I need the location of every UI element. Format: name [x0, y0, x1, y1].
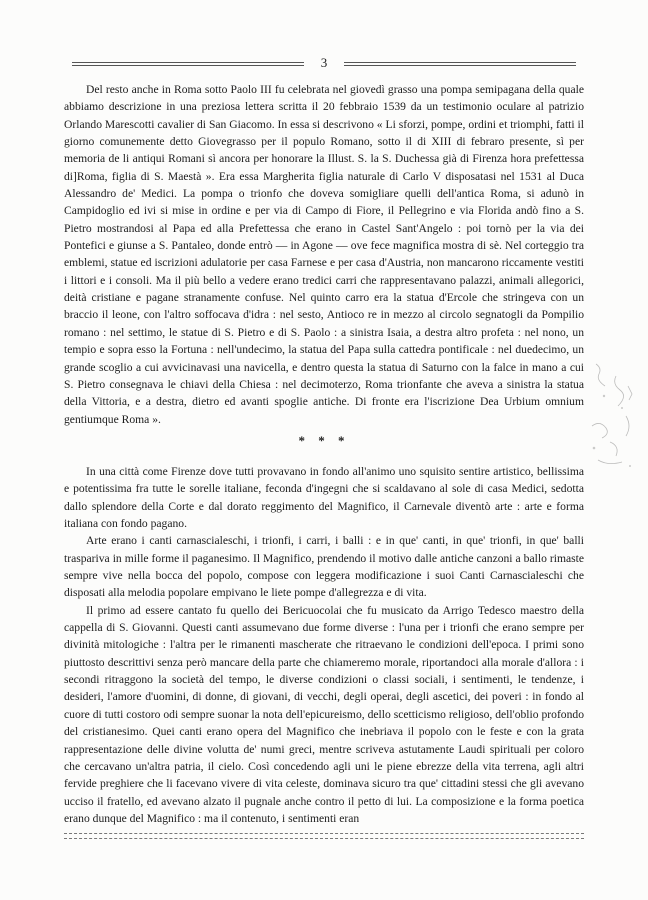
footer-rule-bottom — [64, 838, 584, 839]
page-stain — [586, 356, 640, 486]
section-florence-carnival — [64, 463, 584, 827]
header-rule-left — [72, 62, 304, 66]
footer-rule-top — [64, 833, 584, 834]
section-rome-carnival — [64, 81, 584, 428]
paragraph: Arte erano i canti carnascialeschi, i trionfi, i carri, i balli : e in que' canti, in que' trionfi, in que' balli traspariva in mille forme il paganesimo. Il Magnifico, prendendo il motivo dalle antiche canzoni a ballo rimaste sempre vive nella bocca del popolo, compose con leggera modificazione i suoi Canti Carnascialeschi che disposati alla melodia popolare empivano le liete pompe d'allegrezza e di vita. — [64, 534, 584, 600]
page-number: 3 — [320, 55, 328, 70]
paragraph: In una città come Firenze dove tutti provavano in fondo all'animo uno squisito sentire artistico, bellissima e potentissima fra tutte le sorelle italiane, feconda d'ingegni che si scaldavano al sole di casa Medici, sedotta dallo splendore della Corte e dal dorato reggimento del Magnifico, il Carnevale diventò arte : arte e forma italiana con fondo pagano. — [64, 465, 584, 531]
paragraph: Il primo ad essere cantato fu quello dei Bericuocolai che fu musicato da Arrigo Tedesco maestro della cappella di S. Giovanni. Questi canti assumevano due forme diverse : l'una per i trionfi che erano sempre per divinità mitologiche : l'altra per le rimanenti mascherate che ritraevano le condizioni dell'epoca. I primi sono piuttosto descrittivi senza però mancare della parte che chiameremo morale, riportandoci alla morale d'allora : i secondi ritraggono la società del tempo, le diverse condizioni o classi sociali, i sentimenti, le tendenze, i desideri, l'amore d'uomini, di donne, di giovani, di vecchi, degli operai, degli ascetici, dei poveri : in fondo al cuore di tutti costoro odi sempre suonar la nota dell'epicureismo, dello scetticismo religioso, dell'oblio profondo del cristianesimo. Quei canti erano opera del Magnifico che inebriava il popolo con le feste e con la grata rappresentazione delle divine volutta de' numi greci, mentre scriveva astutamente Laudi spirituali per coloro che cercavano un'altra patria, il cielo. Così concedendo agli uni le piene ebrezze della vita terrena, agli altri fervide preghiere che li facevano vivere di vita celeste, dominava sicuro tra que' cittadini stessi che gli avevano ucciso il fratello, ed avevano alzato il pugnale anche contro il petto di lui. La composizione e la forma poetica erano dunque del Magnifico : ma il contenuto, i sentimenti eran — [64, 603, 584, 825]
header-rule-right — [344, 62, 576, 66]
paragraph: Del resto anche in Roma sotto Paolo III fu celebrata nel giovedì grasso una pompa semipagana della quale abbiamo descrizione in una preziosa lettera scritta il 20 febbraio 1539 da un testimonio oculare al patrizio Orlando Marescotti cavalier di San Giacomo. In essa si descrivono « Li sforzi, pompe, ordini et triomphi, fatti il giorno comunemente detto Giovegrasso per il populo Romano, sotto il di XIII di febraro presente, sì per memoria de li antiqui Romani sì ancora per honorare la Illust. S. la S. Duchessa già di Firenza hora prefettessa di]Roma, figlia di S. Maestà ». Era essa Margherita figlia naturale di Carlo V disposatasi nel 1531 al Duca Alessandro de' Medici. La pompa o trionfo che doveva somigliare quelli dell'antica Roma, si adunò in Campidoglio ed ivi si mise in ordine e per via di Campo di Fiore, il Pellegrino e via Florida andò fino a S. Pietro mostrandosi al Papa ed alla Prefettessa che erano in Castel Sant'Angelo : poi tornò per la via dei Pontefici e giunse a S. Pantaleo, donde entrò — in Agone — ove fece magnifica mostra di sè. Nel corteggio tra emblemi, statue ed iscrizioni adulatorie per casa Farnese e per casa d'Austria, non mancarono riccamente vestiti i littori e i consoli. Ma il più bello a vedere erano tredici carri che rappresentavano palazzi, animali allegorici, deità cristiane e pagane stranamente confuse. Nel quinto carro era la statua d'Ercole che stringeva con un braccio il leone, con l'altro soffocava d'idra : nel sesto, Antioco re in mezzo al circolo segnatogli da Pompilio romano : nel settimo, le statue di S. Pietro e di S. Paolo : a sinistra Isaia, a destra altro profeta : nel nono, un tempio e sopra esso la Fortuna : nell'undecimo, la statua del Papa sulla cattedra pontificale : nel duedecimo, un grande scoglio a cui avvicinavasi una navicella, e dentro questa la statua di Saturno con la falce in mano a cui S. Pietro consegnava le chiavi della Chiesa : nel decimoterzo, Roma trionfante che aveva a sinistra la statua della Vittoria, e a destra, dietro ed avanti spoglie antiche. Di fronte era l'iscrizione Dea Urbium omnium gentiumque Roma ». — [64, 83, 584, 426]
page-header — [72, 54, 576, 74]
section-separator: * * * — [298, 433, 350, 448]
